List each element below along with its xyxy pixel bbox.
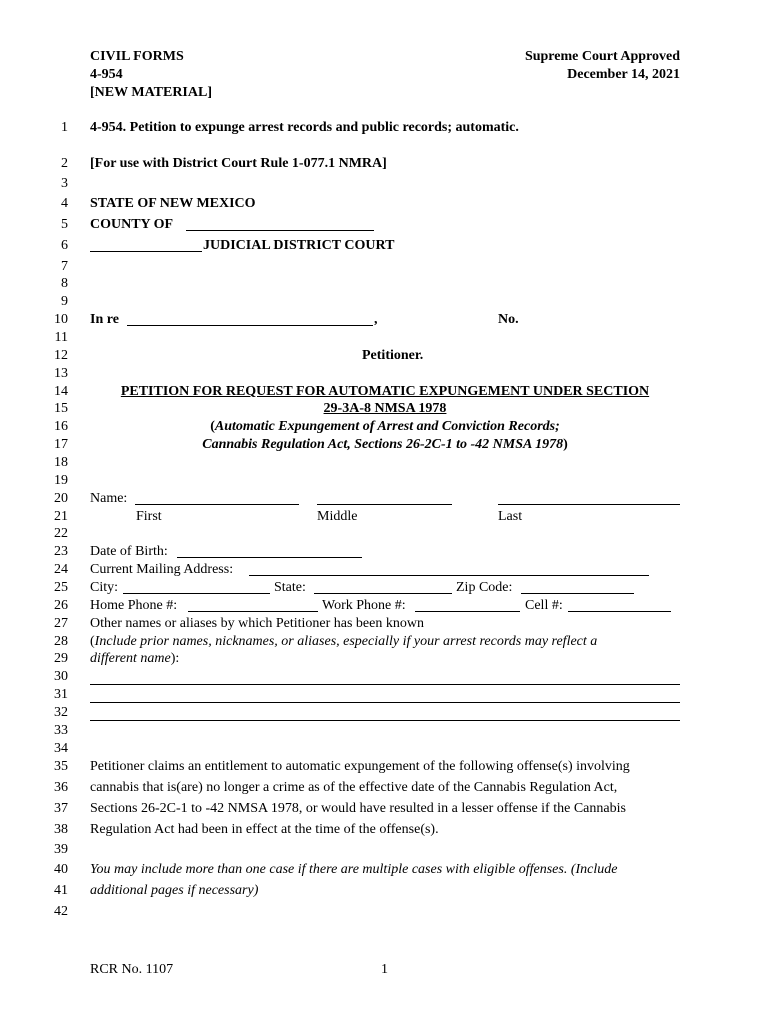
aliases-blank-1[interactable] — [90, 684, 680, 685]
claim-line-4: Regulation Act had been in effect at the time of the offense(s). — [90, 822, 439, 837]
line-number: 42 — [54, 904, 68, 919]
line-number: 24 — [54, 562, 68, 577]
header-date: December 14, 2021 — [567, 67, 680, 82]
home-phone-label: Home Phone #: — [90, 598, 178, 613]
home-phone-blank[interactable] — [188, 611, 318, 612]
line-number: 15 — [54, 401, 68, 416]
line-number: 9 — [61, 294, 68, 309]
subtitle-text-2: Cannabis Regulation Act, Sections 26-2C-1 to -42 NMSA 1978 — [202, 437, 564, 452]
name-label: Name: — [90, 491, 128, 506]
line-number: 20 — [54, 491, 68, 506]
header-approved: Supreme Court Approved — [524, 49, 680, 64]
first-name-blank[interactable] — [135, 504, 299, 505]
line-number: 10 — [54, 312, 68, 327]
instruction-line-1: You may include more than one case if there are multiple cases with eligible offenses. (Include — [90, 862, 618, 877]
line-number: 21 — [54, 509, 68, 524]
line-number: 13 — [54, 366, 68, 381]
line-number: 39 — [54, 842, 68, 857]
cell-label: Cell #: — [525, 598, 563, 613]
dob-blank[interactable] — [177, 557, 362, 558]
state-heading: STATE OF NEW MEXICO — [90, 196, 256, 211]
aliases-note-text-2: different name — [90, 651, 171, 666]
aliases-note-close: ): — [170, 651, 180, 666]
dob-label: Date of Birth: — [90, 544, 168, 559]
petition-subtitle-line-1 — [90, 420, 680, 434]
aliases-note-line-2 — [90, 652, 179, 666]
line-number: 26 — [54, 598, 68, 613]
footer-page-number: 1 — [381, 962, 388, 977]
line-number: 14 — [54, 384, 68, 399]
zip-label: Zip Code: — [456, 580, 513, 595]
line-number: 7 — [61, 259, 68, 274]
line-number: 3 — [61, 176, 68, 191]
line-number: 25 — [54, 580, 68, 595]
middle-label: Middle — [317, 509, 358, 524]
line-number: 8 — [61, 276, 68, 291]
county-label: COUNTY OF — [90, 217, 174, 232]
line-number: 38 — [54, 822, 68, 837]
state-field-label: State: — [274, 580, 306, 595]
line-number: 34 — [54, 741, 68, 756]
line-number: 4 — [61, 196, 68, 211]
first-label: First — [136, 509, 162, 524]
line-number: 29 — [54, 651, 68, 666]
work-phone-blank[interactable] — [415, 611, 520, 612]
line-number: 31 — [54, 687, 68, 702]
line-number: 33 — [54, 723, 68, 738]
petition-subtitle-line-2 — [90, 438, 680, 452]
aliases-note-open-paren: ( — [90, 634, 95, 649]
header-form-number: 4-954 — [90, 67, 123, 82]
work-phone-label: Work Phone #: — [322, 598, 406, 613]
line-number: 2 — [61, 156, 68, 171]
line-number: 11 — [54, 330, 68, 345]
line-number: 22 — [54, 526, 68, 541]
court-label: JUDICIAL DISTRICT COURT — [203, 238, 395, 253]
middle-name-blank[interactable] — [317, 504, 452, 505]
line-number: 28 — [54, 634, 68, 649]
claim-line-3: Sections 26-2C-1 to -42 NMSA 1978, or would have resulted in a lesser offense if the Cannabis — [90, 801, 626, 816]
address-label: Current Mailing Address: — [90, 562, 234, 577]
city-blank[interactable] — [123, 593, 270, 594]
district-blank[interactable] — [90, 251, 202, 252]
address-blank[interactable] — [249, 575, 649, 576]
line-number: 12 — [54, 348, 68, 363]
aliases-label: Other names or aliases by which Petitioner has been known — [90, 616, 424, 631]
last-name-blank[interactable] — [498, 504, 680, 505]
case-number-label: No. — [498, 312, 519, 327]
line-number: 23 — [54, 544, 68, 559]
petition-title-line-1: PETITION FOR REQUEST FOR AUTOMATIC EXPUNGEMENT UNDER SECTION — [120, 384, 650, 399]
line-number: 16 — [54, 419, 68, 434]
line-number: 36 — [54, 780, 68, 795]
line-number: 1 — [61, 120, 68, 135]
petitioner-label: Petitioner. — [362, 348, 424, 363]
subtitle-open-paren: ( — [210, 419, 215, 434]
line-number: 6 — [61, 238, 68, 253]
header-new-material: [NEW MATERIAL] — [90, 85, 212, 100]
petition-title-line-2: 29-3A-8 NMSA 1978 — [323, 401, 447, 416]
line-number: 17 — [54, 437, 68, 452]
aliases-note-line-1 — [90, 635, 597, 649]
subtitle-close-paren: ) — [563, 437, 568, 452]
line-number: 40 — [54, 862, 68, 877]
state-blank[interactable] — [314, 593, 452, 594]
footer-rcr-number: RCR No. 1107 — [90, 962, 174, 977]
line-number: 32 — [54, 705, 68, 720]
header-civil-forms: CIVIL FORMS — [90, 49, 184, 64]
aliases-blank-3[interactable] — [90, 720, 680, 721]
line-number: 30 — [54, 669, 68, 684]
cell-blank[interactable] — [568, 611, 671, 612]
aliases-note-text-1: Include prior names, nicknames, or aliases, especially if your arrest records may reflect a — [94, 634, 598, 649]
line-number: 18 — [54, 455, 68, 470]
line-number: 19 — [54, 473, 68, 488]
line-number: 27 — [54, 616, 68, 631]
line-number: 35 — [54, 759, 68, 774]
in-re-comma: , — [374, 312, 378, 327]
line-number: 5 — [61, 217, 68, 232]
in-re-label: In re — [90, 312, 119, 327]
rule-title: 4-954. Petition to expunge arrest records and public records; automatic. — [90, 120, 519, 135]
aliases-blank-2[interactable] — [90, 702, 680, 703]
county-blank[interactable] — [186, 230, 374, 231]
line-number: 37 — [54, 801, 68, 816]
claim-line-1: Petitioner claims an entitlement to automatic expungement of the following offense(s) involving — [90, 759, 630, 774]
use-note: [For use with District Court Rule 1-077.1 NMRA] — [90, 156, 387, 171]
city-label: City: — [90, 580, 119, 595]
claim-line-2: cannabis that is(are) no longer a crime as of the effective date of the Cannabis Regulation Act, — [90, 780, 618, 795]
in-re-blank[interactable] — [127, 325, 373, 326]
instruction-line-2: additional pages if necessary) — [90, 883, 259, 898]
subtitle-text-1: Automatic Expungement of Arrest and Conviction Records; — [214, 419, 560, 434]
zip-blank[interactable] — [521, 593, 634, 594]
last-label: Last — [498, 509, 523, 524]
line-number: 41 — [54, 883, 68, 898]
